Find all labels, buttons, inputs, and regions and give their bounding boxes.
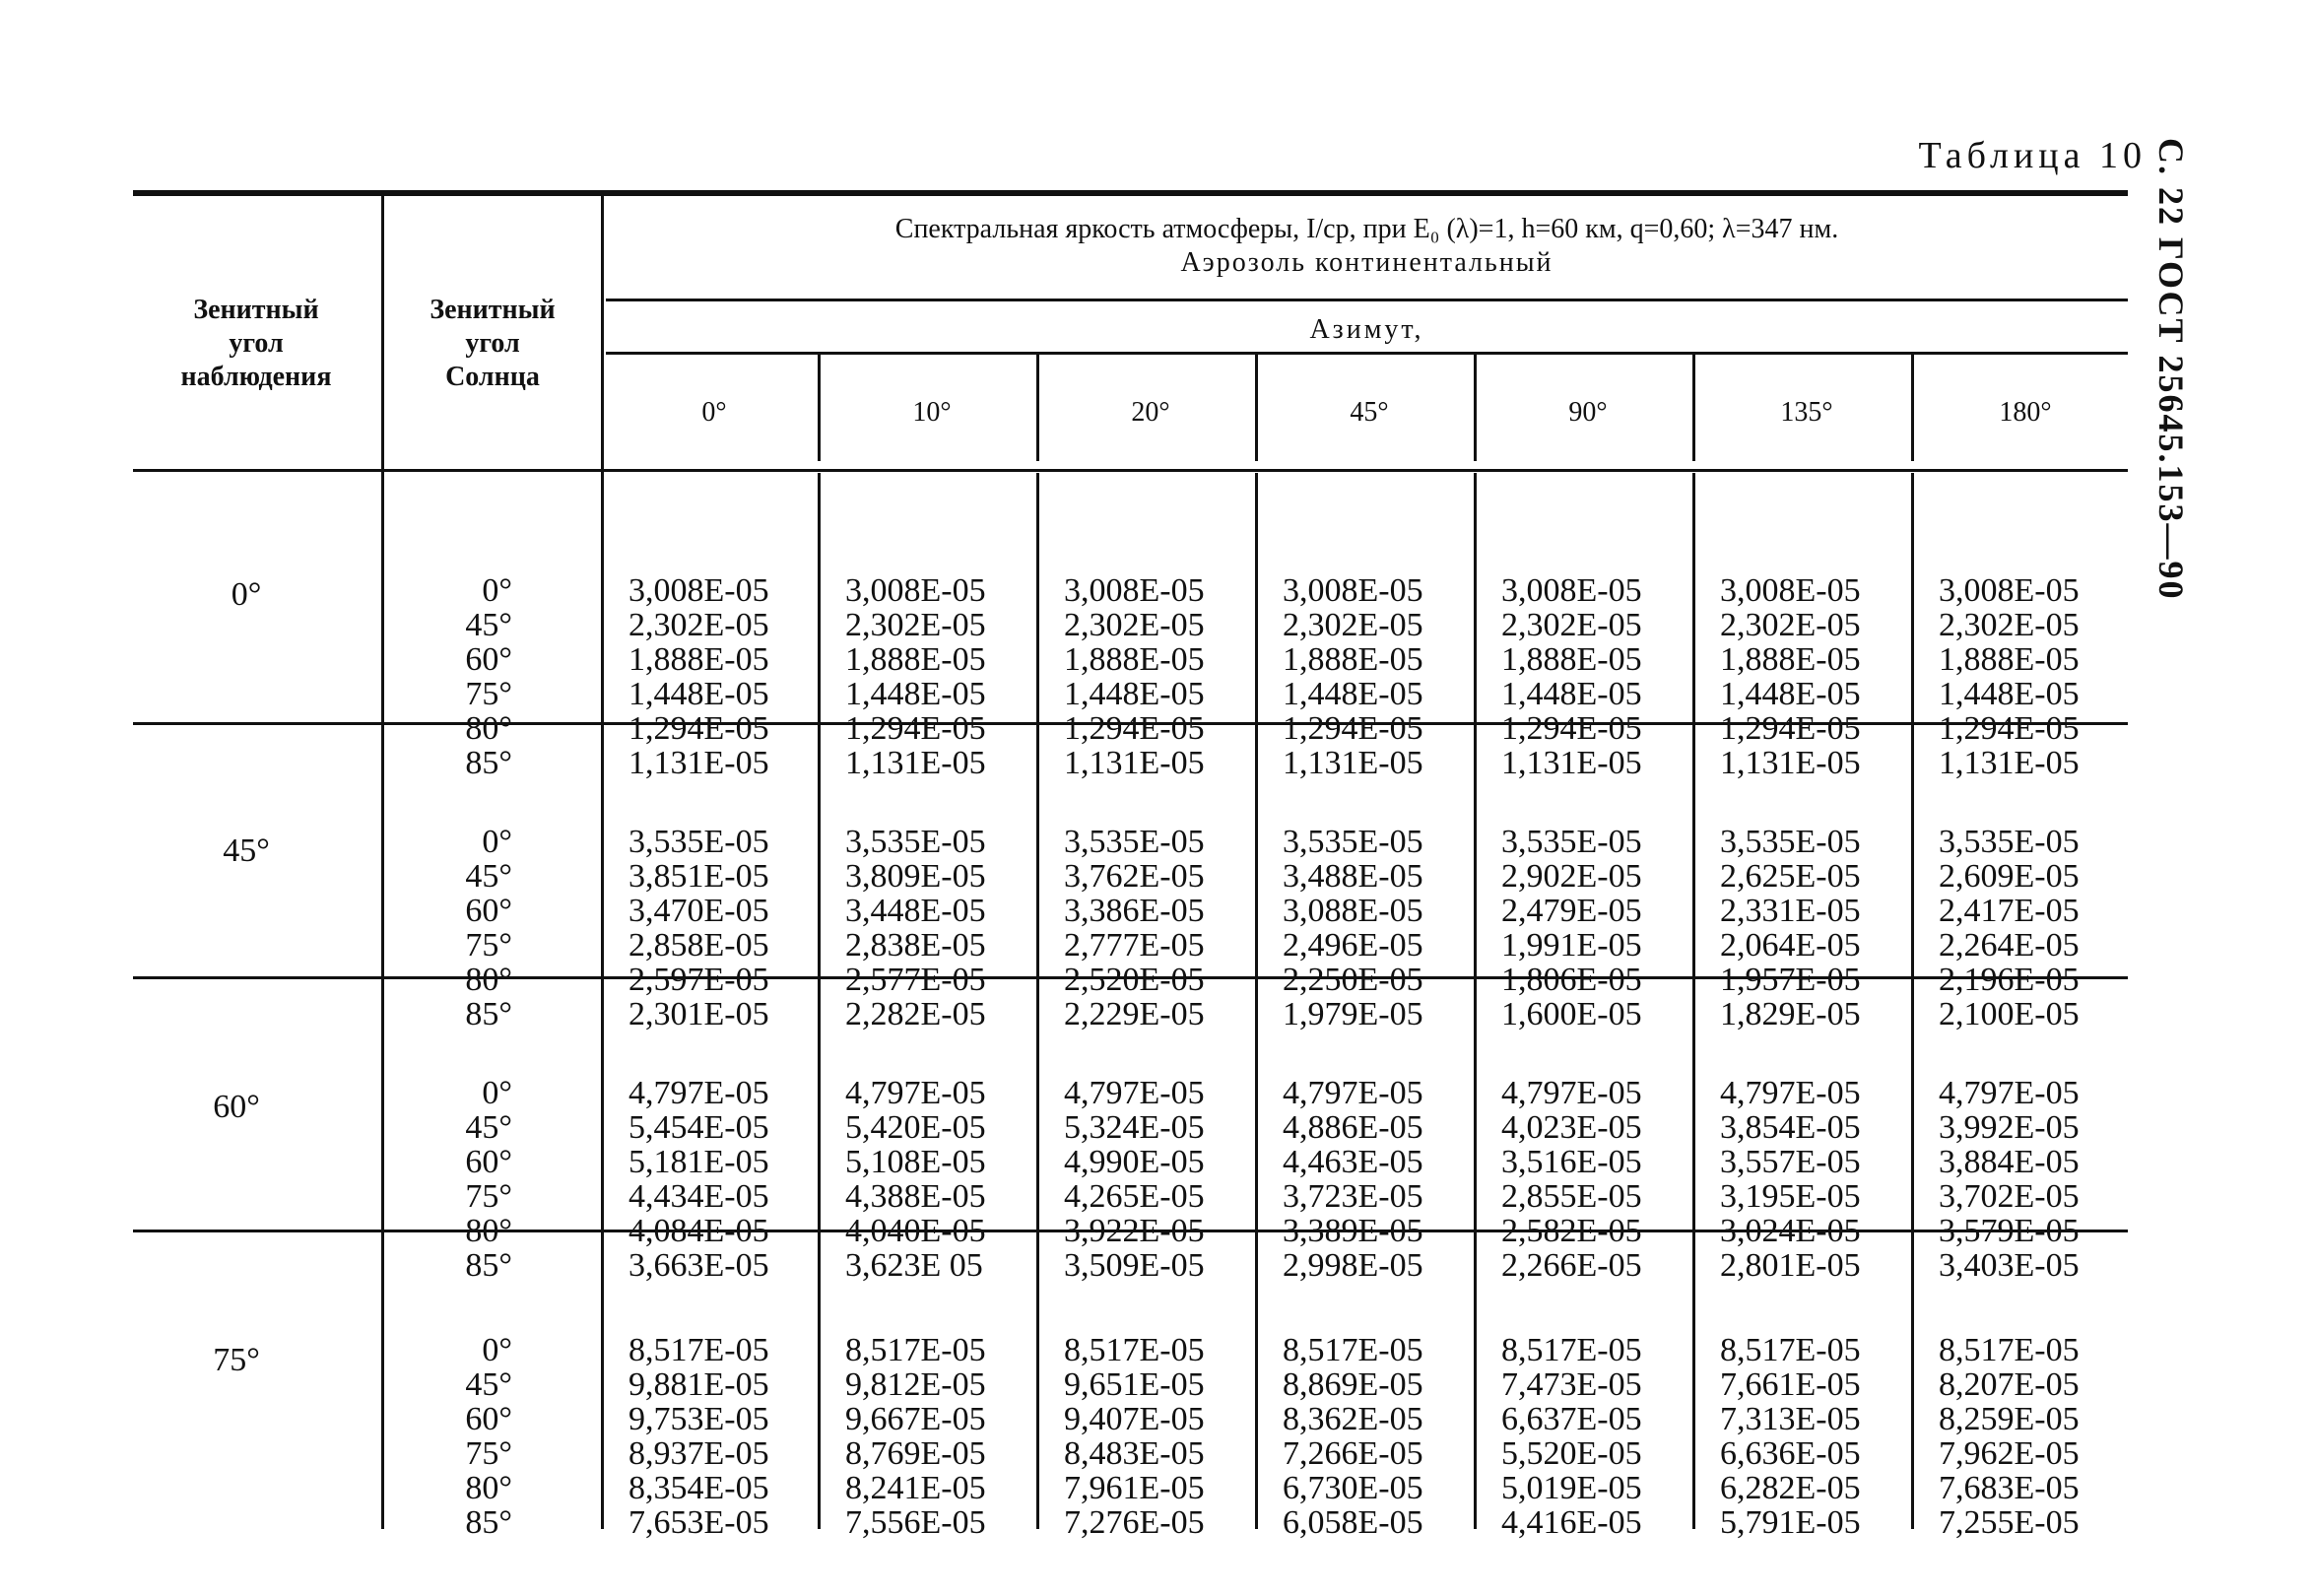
values-block-0-az-90: 3,008E-05 2,302E-05 1,888E-05 1,448E-05 1,294E-05 1,131E-05 [1501, 572, 1642, 781]
values-block-0-az-20: 3,008E-05 2,302E-05 1,888E-05 1,448E-05 1,294E-05 1,131E-05 [1064, 572, 1205, 781]
values-block-2-az-180: 4,797E-05 3,992E-05 3,884E-05 3,702E-05 3,579E-05 3,403E-05 [1939, 1075, 2080, 1284]
values-block-1-az-90: 3,535E-05 2,902E-05 2,479E-05 1,991E-05 1,806E-05 1,600E-05 [1501, 824, 1642, 1032]
header-rule-1 [606, 299, 2128, 301]
data-vline-7 [1692, 473, 1695, 1529]
values-block-2-az-10: 4,797E-05 5,420E-05 5,108E-05 4,388E-05 4,040E-05 3,623E 05 [845, 1075, 986, 1284]
values-block-1-az-0: 3,535E-05 3,851E-05 3,470E-05 2,858E-05 2,597E-05 2,301E-05 [628, 824, 769, 1032]
table-top-rule [133, 190, 2128, 196]
vline-7 [1692, 355, 1695, 461]
values-block-1-az-20: 3,535E-05 3,762E-05 3,386E-05 2,777E-05 2,520E-05 2,229E-05 [1064, 824, 1205, 1032]
header-azimuth-label: Азимут, [1309, 314, 1424, 345]
values-block-0-az-135: 3,008E-05 2,302E-05 1,888E-05 1,448E-05 1,294E-05 1,131E-05 [1720, 572, 1861, 781]
sun-angles-block-2: 0° 45° 60° 75° 80° 85° [465, 1075, 512, 1284]
values-block-0-az-180: 3,008E-05 2,302E-05 1,888E-05 1,448E-05 1,294E-05 1,131E-05 [1939, 572, 2080, 781]
values-block-0-az-0: 3,008E-05 2,302E-05 1,888E-05 1,448E-05 1,294E-05 1,131E-05 [628, 572, 769, 781]
values-block-2-az-135: 4,797E-05 3,854E-05 3,557E-05 3,195E-05 3,024E-05 2,801E-05 [1720, 1075, 1861, 1284]
values-block-3-az-90: 8,517E-05 7,473E-05 6,637E-05 5,520E-05 5,019E-05 4,416E-05 [1501, 1332, 1642, 1541]
sun-angles-block-1: 0° 45° 60° 75° 80° 85° [465, 824, 512, 1032]
azimuth-header-0: 0° [701, 397, 727, 428]
header-sun-angle: Зенитный угол Солнца [430, 295, 556, 392]
data-vline-8 [1911, 473, 1914, 1529]
azimuth-header-45: 45° [1350, 397, 1389, 428]
header-rule-2 [606, 352, 2128, 355]
values-block-0-az-45: 3,008E-05 2,302E-05 1,888E-05 1,448E-05 1,294E-05 1,131E-05 [1283, 572, 1423, 781]
data-vline-4 [1036, 473, 1039, 1529]
header-spectral-title: Спектральная яркость атмосферы, I/ср, при E₀ (λ)=1, h=60 км, q=0,60; λ=347 нм. Аэрозоль континентальный [606, 213, 2128, 280]
obs-angle-45: 45° [223, 832, 270, 869]
values-block-0-az-10: 3,008E-05 2,302E-05 1,888E-05 1,448E-05 1,294E-05 1,131E-05 [845, 572, 986, 781]
azimuth-header-90: 90° [1568, 397, 1608, 428]
header-aerosol: Аэрозоль континентальный [1180, 247, 1554, 278]
data-vline-5 [1255, 473, 1258, 1529]
values-block-1-az-45: 3,535E-05 3,488E-05 3,088E-05 2,496E-05 2,250E-05 1,979E-05 [1283, 824, 1423, 1032]
obs-angle-0: 0° [231, 576, 262, 613]
azimuth-header-10: 10° [912, 397, 952, 428]
sun-angles-block-0: 0° 45° 60° 75° 80° 85° [465, 572, 512, 781]
data-vline-3 [818, 473, 821, 1529]
vline-8 [1911, 355, 1914, 461]
values-block-1-az-180: 3,535E-05 2,609E-05 2,417E-05 2,264E-05 2,196E-05 2,100E-05 [1939, 824, 2080, 1032]
values-block-1-az-10: 3,535E-05 3,809E-05 3,448E-05 2,838E-05 2,577E-05 2,282E-05 [845, 824, 986, 1032]
values-block-1-az-135: 3,535E-05 2,625E-05 2,331E-05 2,064E-05 1,957E-05 1,829E-05 [1720, 824, 1861, 1032]
vline-3 [818, 355, 821, 461]
azimuth-header-180: 180° [1999, 397, 2052, 428]
azimuth-header-135: 135° [1780, 397, 1833, 428]
values-block-2-az-45: 4,797E-05 4,886E-05 4,463E-05 3,723E-05 3,389E-05 2,998E-05 [1283, 1075, 1423, 1284]
values-block-3-az-135: 8,517E-05 7,661E-05 7,313E-05 6,636E-05 6,282E-05 5,791E-05 [1720, 1332, 1861, 1541]
azimuth-header-20: 20° [1131, 397, 1170, 428]
vline-4 [1036, 355, 1039, 461]
values-block-3-az-180: 8,517E-05 8,207E-05 8,259E-05 7,962E-05 7,683E-05 7,255E-05 [1939, 1332, 2080, 1541]
sun-angles-block-3: 0° 45° 60° 75° 80° 85° [465, 1332, 512, 1541]
vline-1 [381, 193, 384, 1529]
values-block-2-az-0: 4,797E-05 5,454E-05 5,181E-05 4,434E-05 4,084E-05 3,663E-05 [628, 1075, 769, 1284]
values-block-2-az-20: 4,797E-05 5,324E-05 4,990E-05 4,265E-05 3,922E-05 3,509E-05 [1064, 1075, 1205, 1284]
values-block-3-az-20: 8,517E-05 9,651E-05 9,407E-05 8,483E-05 7,961E-05 7,276E-05 [1064, 1332, 1205, 1541]
vline-2 [601, 193, 604, 1529]
document-side-header: С. 22 ГОСТ 25645.153—90 [2151, 138, 2191, 601]
values-block-3-az-10: 8,517E-05 9,812E-05 9,667E-05 8,769E-05 8,241E-05 7,556E-05 [845, 1332, 986, 1541]
obs-angle-60: 60° [213, 1089, 260, 1125]
values-block-3-az-0: 8,517E-05 9,881E-05 9,753E-05 8,937E-05 8,354E-05 7,653E-05 [628, 1332, 769, 1541]
header-obs-angle: Зенитный угол наблюдения [180, 295, 332, 392]
obs-angle-75: 75° [213, 1342, 260, 1378]
header-bottom-rule [133, 469, 2128, 472]
values-block-3-az-45: 8,517E-05 8,869E-05 8,362E-05 7,266E-05 6,730E-05 6,058E-05 [1283, 1332, 1423, 1541]
vline-6 [1474, 355, 1477, 461]
table-caption: Таблица 10 [1918, 135, 2147, 176]
data-vline-6 [1474, 473, 1477, 1529]
values-block-2-az-90: 4,797E-05 4,023E-05 3,516E-05 2,855E-05 2,582E-05 2,266E-05 [1501, 1075, 1642, 1284]
vline-5 [1255, 355, 1258, 461]
